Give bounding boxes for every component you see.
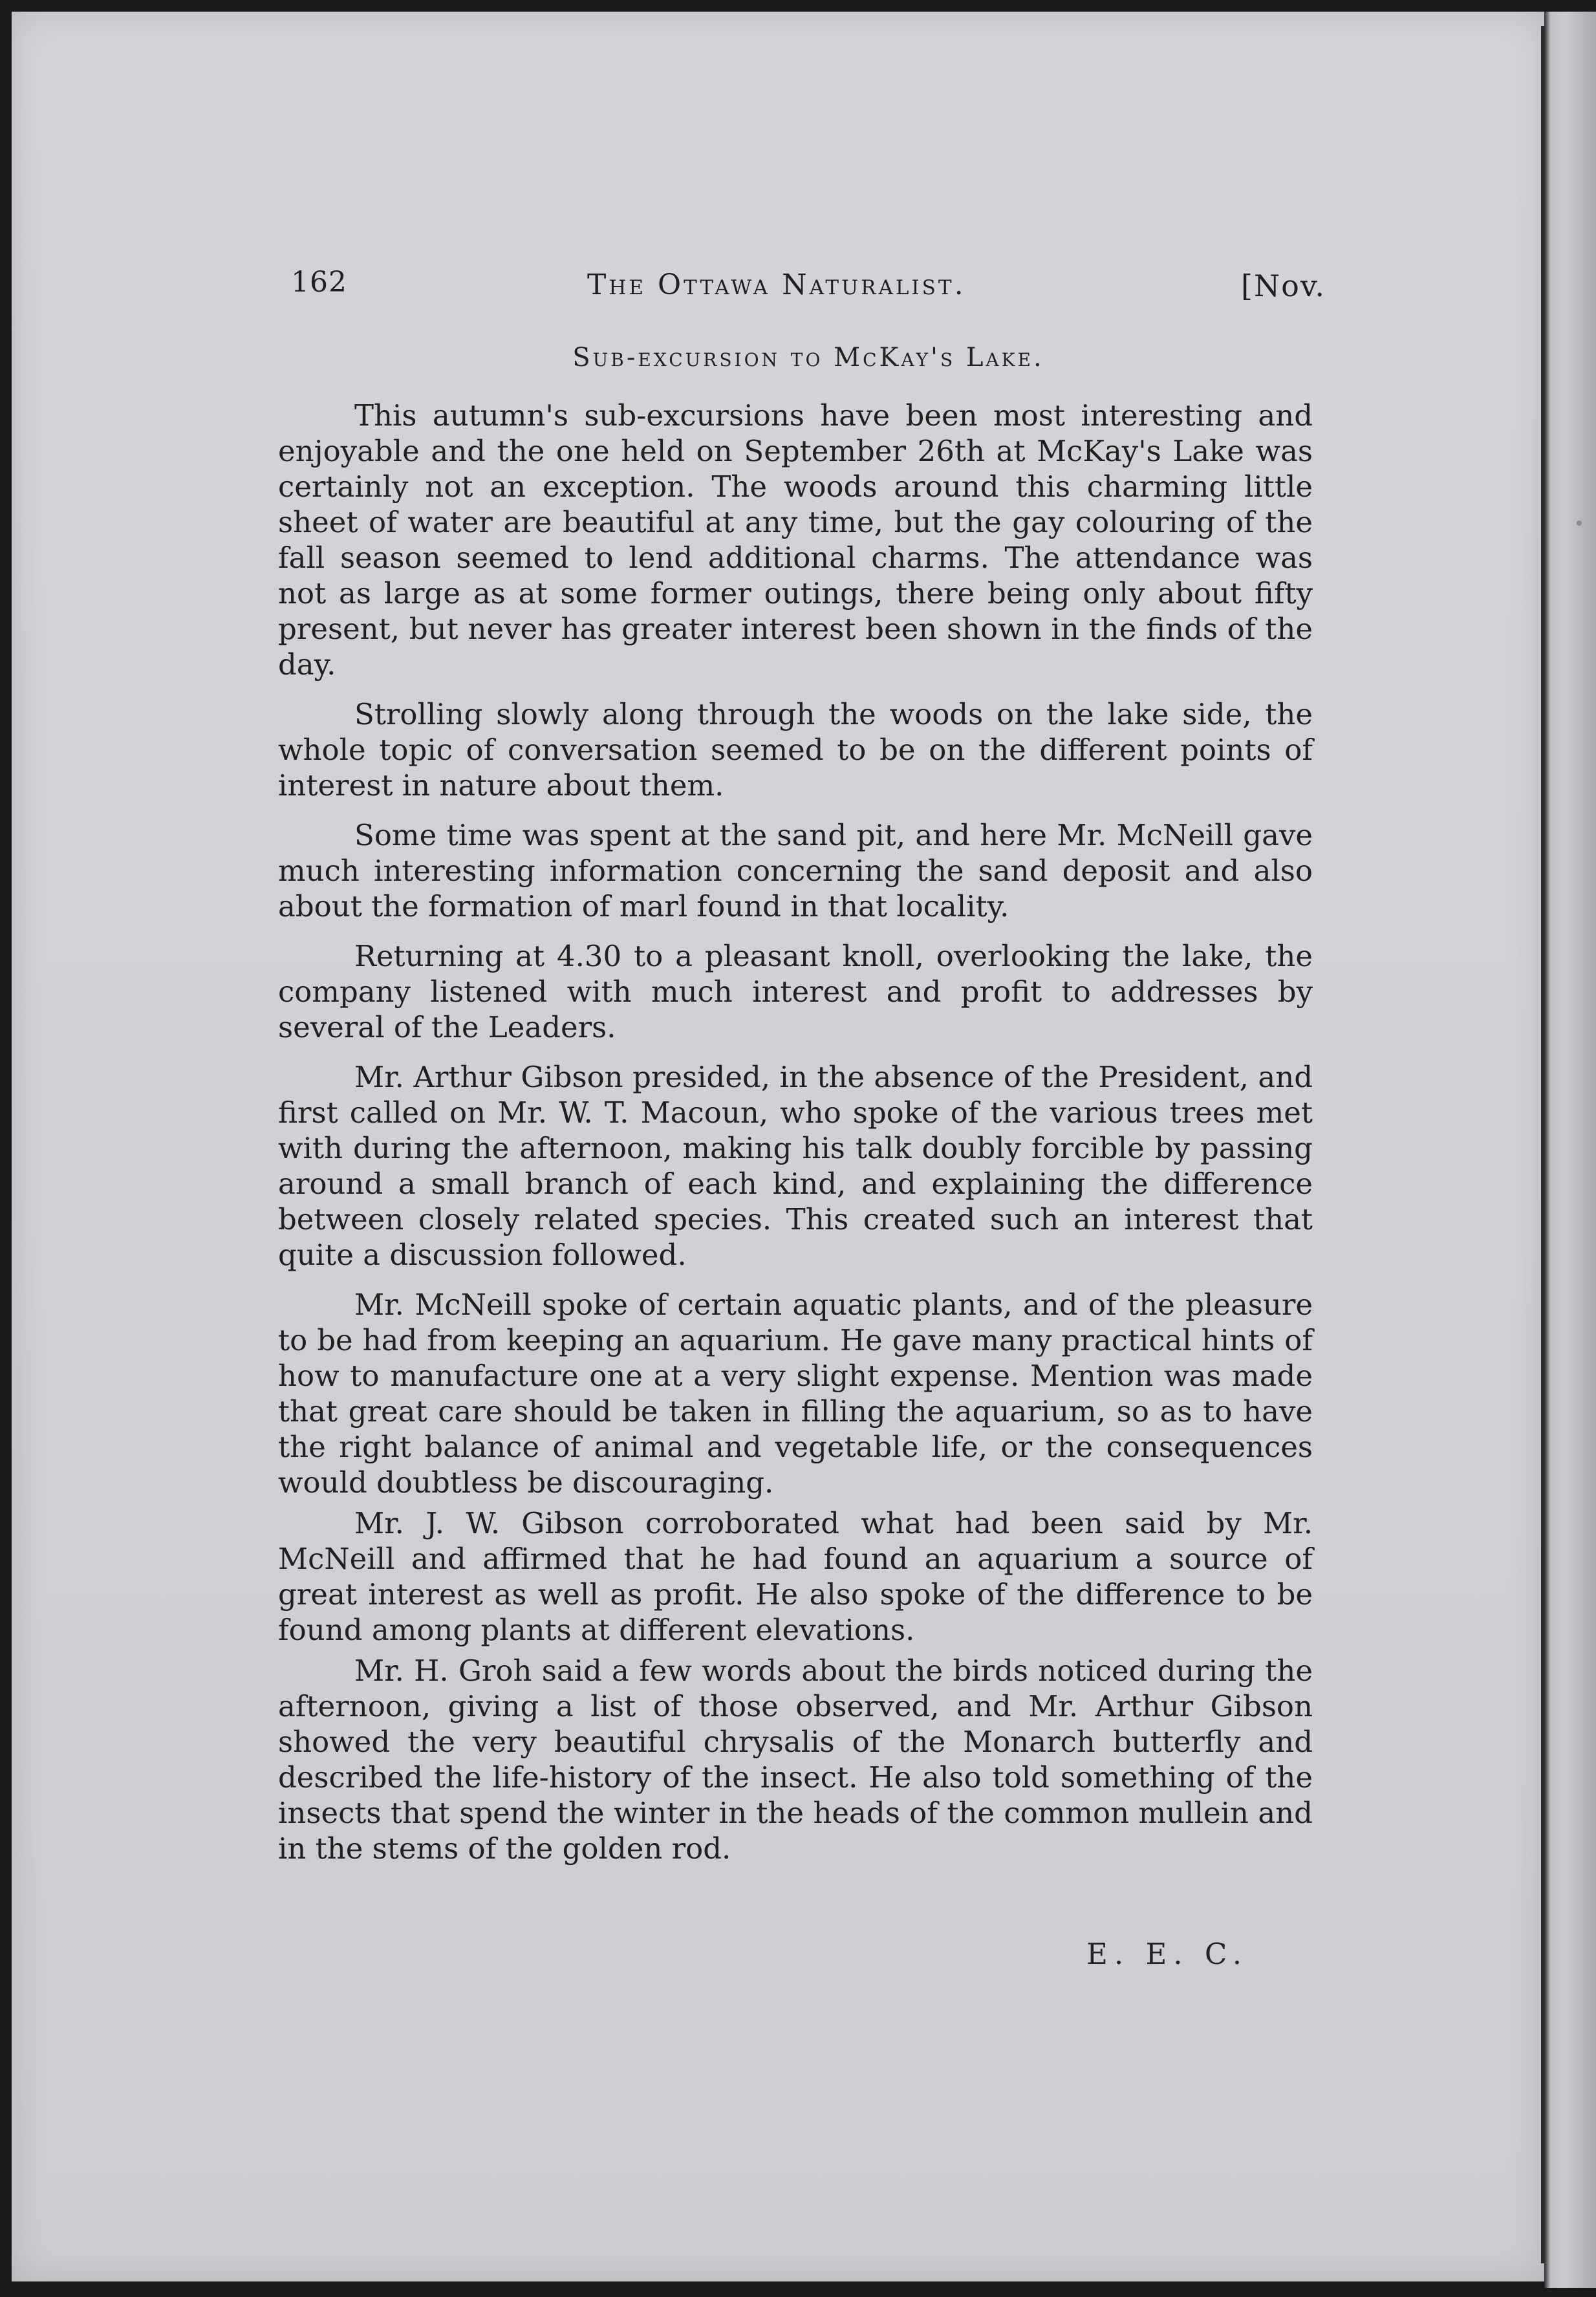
author-signature: E. E. C. [1086,1937,1249,1971]
page-number: 162 [291,266,347,299]
paragraph: Strolling slowly along through the woods on the lake side, the whole topic of conversation seemed to be on the different points of interest in nature about them. [278,697,1313,803]
paragraph: Returning at 4.30 to a pleasant knoll, overlooking the lake, the company listened with much interest and profit to addresses by several of the Leaders. [278,939,1313,1044]
next-page-edge [1544,12,1596,2288]
issue-month: [Nov. [1240,268,1326,303]
paragraph: Some time was spent at the sand pit, and here Mr. McNeill gave much interesting information concerning the sand deposit and also about the formation of marl found in that locality. [278,818,1313,923]
paragraph: Mr. McNeill spoke of certain aquatic plants, and of the pleasure to be had from keeping an aquarium. He gave many practical hints of how to manufacture one at a very slight expense. Mention was made that great care should be taken in filling the aquarium, so as to have the right balance of animal and vegetable life, or the consequences would doubtless be discouraging. [278,1288,1313,1500]
paragraph: Mr. H. Groh said a few words about the birds noticed during the afternoon, giving a list of those observed, and Mr. Arthur Gibson showed the very beautiful chrysalis of the Monarch butterfly and described the life-history of the insect. He also told something of the insects that spend the winter in the heads of the common mullein and in the stems of the golden rod. [278,1654,1313,1866]
paragraph: Mr. J. W. Gibson corroborated what had been said by Mr. McNeill and affirmed that he had found an aquarium a source of great interest as well as profit. He also spoke of the difference to be found among plants at different elevations. [278,1506,1313,1647]
journal-title: The Ottawa Naturalist. [587,268,966,301]
article-body [278,398,1313,1881]
paragraph: Mr. Arthur Gibson presided, in the absence of the President, and first called on Mr. W. T. Macoun, who spoke of the various trees met with during the afternoon, making his talk doubly forcible by passing around a small branch of each kind, and explaining the difference between closely related species. This created such an interest that quite a discussion followed. [278,1060,1313,1272]
dust-speck [1577,521,1582,526]
paragraph: This autumn's sub-excursions have been most interesting and enjoyable and the one held on September 26th at McKay's Lake was certainly not an exception. The woods around this charming little sheet of water are beautiful at any time, but the gay colouring of the fall season seemed to lend additional charms. The attendance was not as large as at some former outings, there being only about fifty present, but never has greater interest been shown in the finds of the day. [278,398,1313,682]
article-title: Sub-excursion to McKay's Lake. [572,343,1044,372]
running-header [291,262,1326,307]
